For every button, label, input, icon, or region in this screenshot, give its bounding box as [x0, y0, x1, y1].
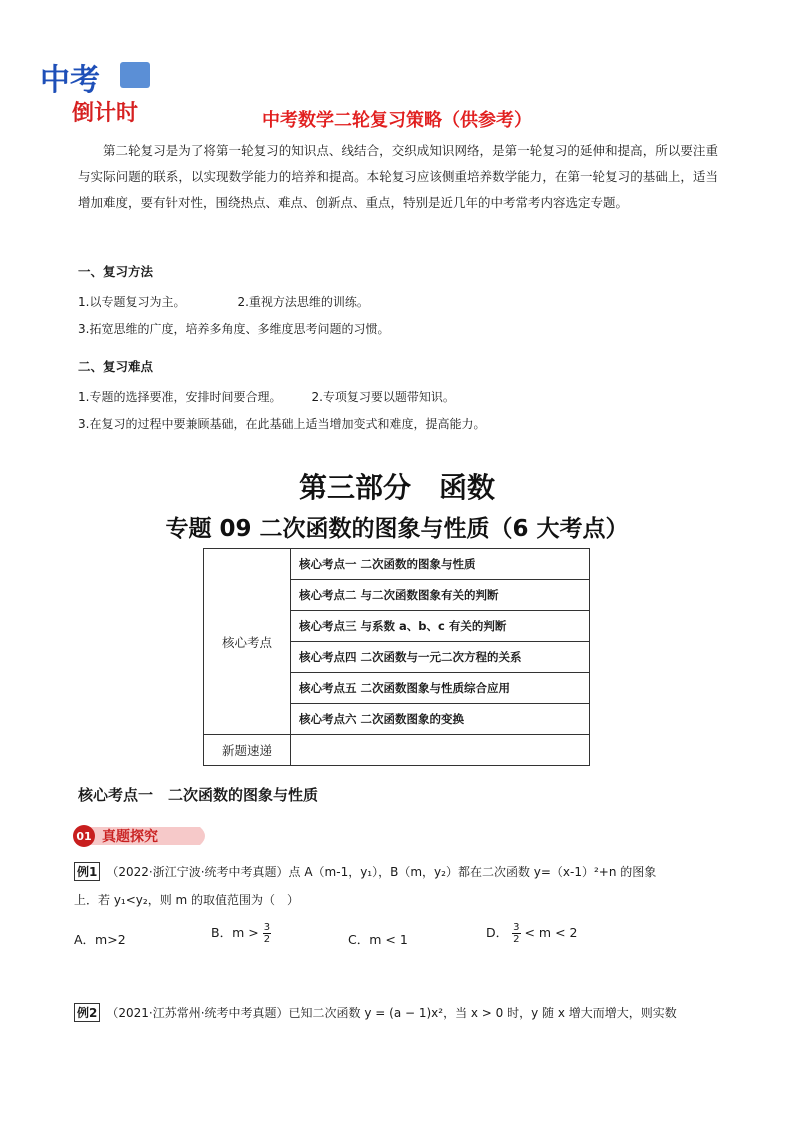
banner-number: 01 — [76, 830, 92, 843]
new-questions-label: 新题速递 — [204, 735, 291, 766]
table-row — [204, 549, 590, 580]
table-row — [204, 735, 590, 766]
example2-tag: 例2 — [74, 1003, 100, 1022]
example1-option-c: C．m < 1 — [348, 932, 408, 947]
core-topic-1: 核心考点一 二次函数的图象与性质 — [291, 549, 590, 580]
example1-option-d — [486, 922, 577, 945]
methods-item1: 1.以专题复习为主。 — [78, 295, 186, 309]
example2-line1 — [74, 1003, 734, 1022]
part-title: 第三部分 函数 — [298, 471, 495, 504]
logo-building-icon — [120, 62, 150, 88]
methods-line2: 3.拓宽思维的广度，培养多角度、多维度思考问题的习惯。 — [78, 322, 390, 336]
example1-option-b — [211, 922, 271, 945]
logo-line2: 倒计时 — [72, 101, 139, 126]
example1-line1 — [74, 862, 724, 881]
option-b-frac-den: 2 — [263, 934, 271, 945]
difficulties-line2: 3.在复习的过程中要兼顾基础，在此基础上适当增加变式和难度，提高能力。 — [78, 417, 486, 431]
core-topics-label: 核心考点 — [204, 549, 291, 735]
intro-text: 第二轮复习是为了将第一轮复习的知识点、线结合，交织成知识网络，是第一轮复习的延伸和提高，所以要注重与实际问题的联系，以实现数学能力的培养和提高。本轮复习应该侧重培养数学能力，在第一轮复习的基础上，适当增加难度，要有针对性，围绕热点、难点、创新点、重点，特别是近几年的中考常考内容选定专题。 — [78, 143, 718, 210]
difficulties-line1 — [78, 388, 455, 405]
methods-item2: 2.重视方法思维的训练。 — [237, 295, 369, 309]
example1-source: （2022·浙江宁波·统考中考真题） — [106, 865, 289, 879]
option-b-fraction — [263, 922, 271, 945]
section-heading: 核心考点一 二次函数的图象与性质 — [78, 786, 319, 804]
intro-paragraph — [78, 138, 718, 216]
difficulties-heading: 二、复习难点 — [78, 359, 154, 374]
real-exam-banner — [72, 824, 212, 848]
example1-line2: 上．若 y₁<y₂，则 m 的取值范围为（ ） — [74, 893, 300, 907]
example1-option-a: A．m>2 — [74, 932, 126, 947]
option-b-text: B．m > — [211, 925, 259, 940]
example2-source: （2021·江苏常州·统考中考真题） — [106, 1006, 289, 1020]
core-topic-4: 核心考点四 二次函数与一元二次方程的关系 — [291, 642, 590, 673]
example2-text: 已知二次函数 y = (a − 1)x²，当 x > 0 时，y 随 x 增大而增大，则实数 — [288, 1006, 677, 1020]
option-b-frac-num: 3 — [263, 922, 271, 933]
topic-title: 专题 09 二次函数的图象与性质（6 大考点） — [165, 516, 629, 542]
core-topic-6: 核心考点六 二次函数图象的变换 — [291, 704, 590, 735]
option-d-rest: < m < 2 — [524, 925, 578, 940]
difficulties-item1: 1.专题的选择要准，安排时间要合理。 — [78, 390, 282, 404]
banner-text: 真题探究 — [102, 829, 158, 845]
core-topic-2: 核心考点二 与二次函数图象有关的判断 — [291, 580, 590, 611]
core-topic-3: 核心考点三 与系数 a、b、c 有关的判断 — [291, 611, 590, 642]
option-d-text: D． — [486, 925, 509, 940]
strategy-title: 中考数学二轮复习策略（供参考） — [262, 110, 532, 131]
option-d-frac-den: 2 — [513, 934, 520, 945]
methods-line1 — [78, 293, 369, 310]
methods-heading: 一、复习方法 — [78, 264, 154, 279]
core-topics-table — [203, 548, 590, 766]
example1-tag: 例1 — [74, 862, 100, 881]
option-d-frac-num: 3 — [513, 922, 520, 933]
core-topic-5: 核心考点五 二次函数图象与性质综合应用 — [291, 673, 590, 704]
new-questions-cell — [291, 735, 590, 766]
difficulties-item2: 2.专项复习要以题带知识。 — [311, 390, 455, 404]
example1-text-a: 点 A（m-1，y₁），B（m，y₂）都在二次函数 y=（x-1）²+n 的图象 — [288, 865, 657, 879]
logo-line1: 中考 — [40, 63, 100, 98]
option-d-fraction — [512, 922, 520, 945]
